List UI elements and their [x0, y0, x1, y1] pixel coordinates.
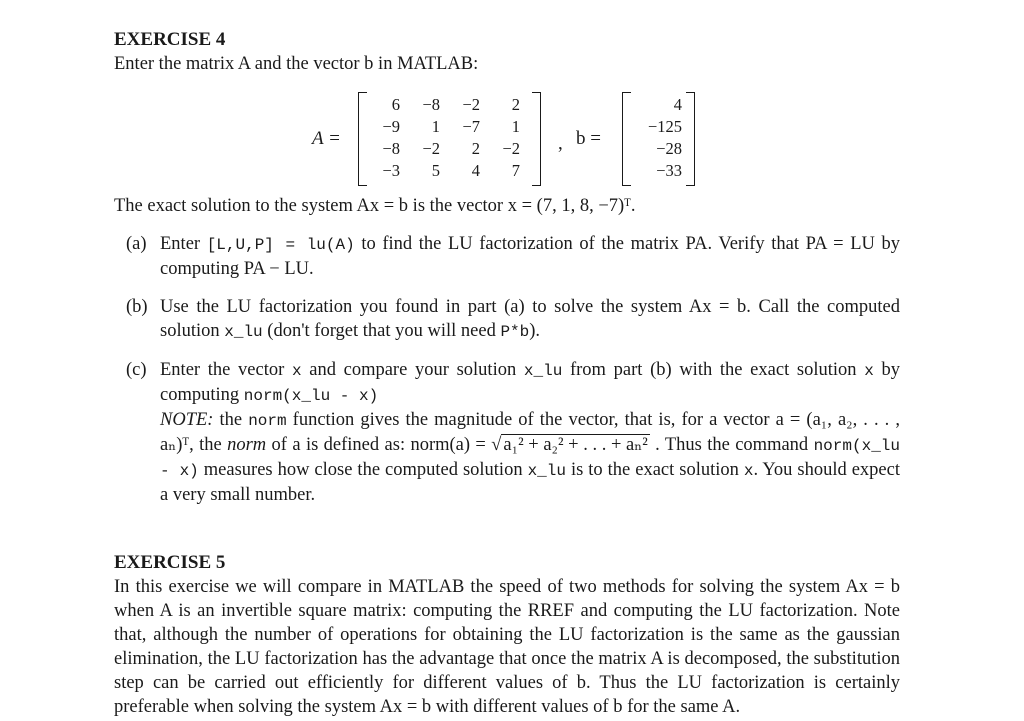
code-snippet: [L,U,P] = lu(A)	[206, 236, 355, 254]
part-text: and compare your solution	[301, 360, 524, 380]
vector-b-label: b =	[576, 128, 601, 149]
part-text: ).	[529, 321, 541, 341]
matrix-a-cell: −9	[382, 117, 400, 136]
matrix-a	[370, 94, 520, 182]
matrix-a-left-bracket	[358, 92, 367, 186]
matrix-a-cell: 2	[471, 139, 480, 158]
part-a	[114, 232, 900, 281]
code-snippet: x	[291, 362, 302, 380]
part-tag: (a)	[126, 234, 147, 254]
exercise-5-heading: EXERCISE 5	[114, 552, 226, 573]
note-text: of a is defined as: norm(a) =	[266, 435, 492, 455]
exercise-4-intro: Enter the matrix A and the vector b in MATLAB:	[114, 54, 479, 74]
vector-b-cell: 4	[673, 95, 682, 114]
note-text: . Thus the command	[649, 435, 814, 455]
exercise-4-parts	[114, 232, 900, 507]
matrix-equation	[114, 92, 900, 188]
note-text: function gives the magnitude of the vector, that is, for a vector a = (a₁, a₂, . . . , aₙ)ᵀ, the	[160, 410, 900, 455]
part-text: Enter the vector	[160, 360, 292, 380]
vector-b	[634, 94, 682, 182]
code-snippet: x_lu	[224, 323, 263, 341]
matrix-a-cell: −8	[382, 139, 400, 158]
part-text: by computing	[160, 360, 900, 405]
matrix-a-cell: −2	[422, 139, 440, 158]
vector-b-cell: −28	[656, 139, 682, 158]
note-text: . You should expect a very small number.	[160, 460, 900, 505]
code-snippet: x_lu	[527, 462, 566, 480]
code-snippet: norm	[248, 412, 287, 430]
matrix-a-cell: −7	[462, 117, 480, 136]
note-text: the	[213, 410, 249, 430]
matrix-a-cell: −3	[382, 161, 400, 180]
part-text: from part (b) with the exact solution	[562, 360, 865, 380]
code-snippet: norm(x_lu - x)	[243, 387, 379, 405]
code-snippet: x	[864, 362, 874, 380]
matrix-a-cell: 1	[431, 117, 440, 136]
matrix-a-label: A =	[312, 128, 341, 149]
code-snippet: x_lu	[523, 362, 563, 380]
part-text: (don't forget that you will need	[262, 321, 501, 341]
vector-b-cell: −125	[647, 117, 682, 136]
part-text: Enter	[160, 234, 207, 254]
matrix-a-cell: −2	[462, 95, 480, 114]
vector-b-cell: −33	[656, 161, 682, 180]
matrix-a-cell: 6	[391, 95, 400, 114]
matrix-a-cell: 7	[511, 161, 520, 180]
vector-b-right-bracket	[686, 92, 695, 186]
matrix-a-cell: 2	[511, 95, 520, 114]
part-text: Use the LU factorization you found in part (a) to solve the system Ax = b. Call the computed solution	[160, 297, 900, 341]
note-text: is to the exact solution	[565, 460, 744, 480]
note-label: NOTE:	[160, 410, 214, 430]
matrix-a-cell: −8	[422, 95, 440, 114]
exercise-5	[114, 551, 900, 719]
norm-word: norm	[227, 435, 267, 455]
part-b	[114, 295, 900, 344]
matrix-a-cell: 5	[431, 161, 440, 180]
part-tag: (b)	[126, 297, 148, 317]
code-snippet: x	[743, 462, 754, 480]
part-text: to find the LU factorization of the matrix PA. Verify that PA = LU by computing PA − LU.	[160, 234, 900, 279]
matrix-a-right-bracket	[532, 92, 541, 186]
exercise-4-heading: EXERCISE 4	[114, 29, 226, 50]
matrix-a-cell: −2	[502, 139, 520, 158]
exercise-5-body: In this exercise we will compare in MATLAB the speed of two methods for solving the system Ax = b when A is an invertible square matrix: computing the RREF and computing the LU factorization. Note that, although the number of operations for obtaining the LU factorization is the same as the gaussian elimination, the LU factorization has the advantage that once the matrix A is decomposed, the substitution step can be carried out efficiently for different values of b. Thus the LU factorization is certainly preferable when solving the system Ax = b with different values of b for the same A.	[114, 577, 900, 717]
part-tag: (c)	[126, 360, 147, 380]
matrix-a-cell: 1	[511, 117, 520, 136]
part-c: (c) Enter the vector x and compare your solution x_lu from part (b) with the exact solution x by computing norm(x_lu - x) NOTE: the norm function gives the magnitude of the vector, that is, for a vector a = (a₁, a₂, . . . , aₙ)ᵀ, the norm of a is defined as: norm(a) = √ a₁² + a₂² + . . . + aₙ² . Thus the command norm(x_lu - x) measures how close the computed solution x_lu is to the exact solution x. You should expect a very small number.	[126, 360, 900, 505]
code-snippet: norm(x_lu - x)	[160, 437, 900, 480]
norm-radicand: a₁² + a₂² + . . . + aₙ²	[503, 435, 648, 455]
code-snippet: P*b	[500, 323, 530, 341]
note-text: measures how close the computed solution	[198, 460, 528, 480]
matrix-a-cell: 4	[471, 161, 480, 180]
exact-solution-text: The exact solution to the system Ax = b is the vector x = (7, 1, 8, −7)ᵀ.	[114, 196, 636, 216]
document-page	[114, 28, 900, 719]
comma: ,	[558, 133, 563, 154]
vector-b-left-bracket	[622, 92, 631, 186]
